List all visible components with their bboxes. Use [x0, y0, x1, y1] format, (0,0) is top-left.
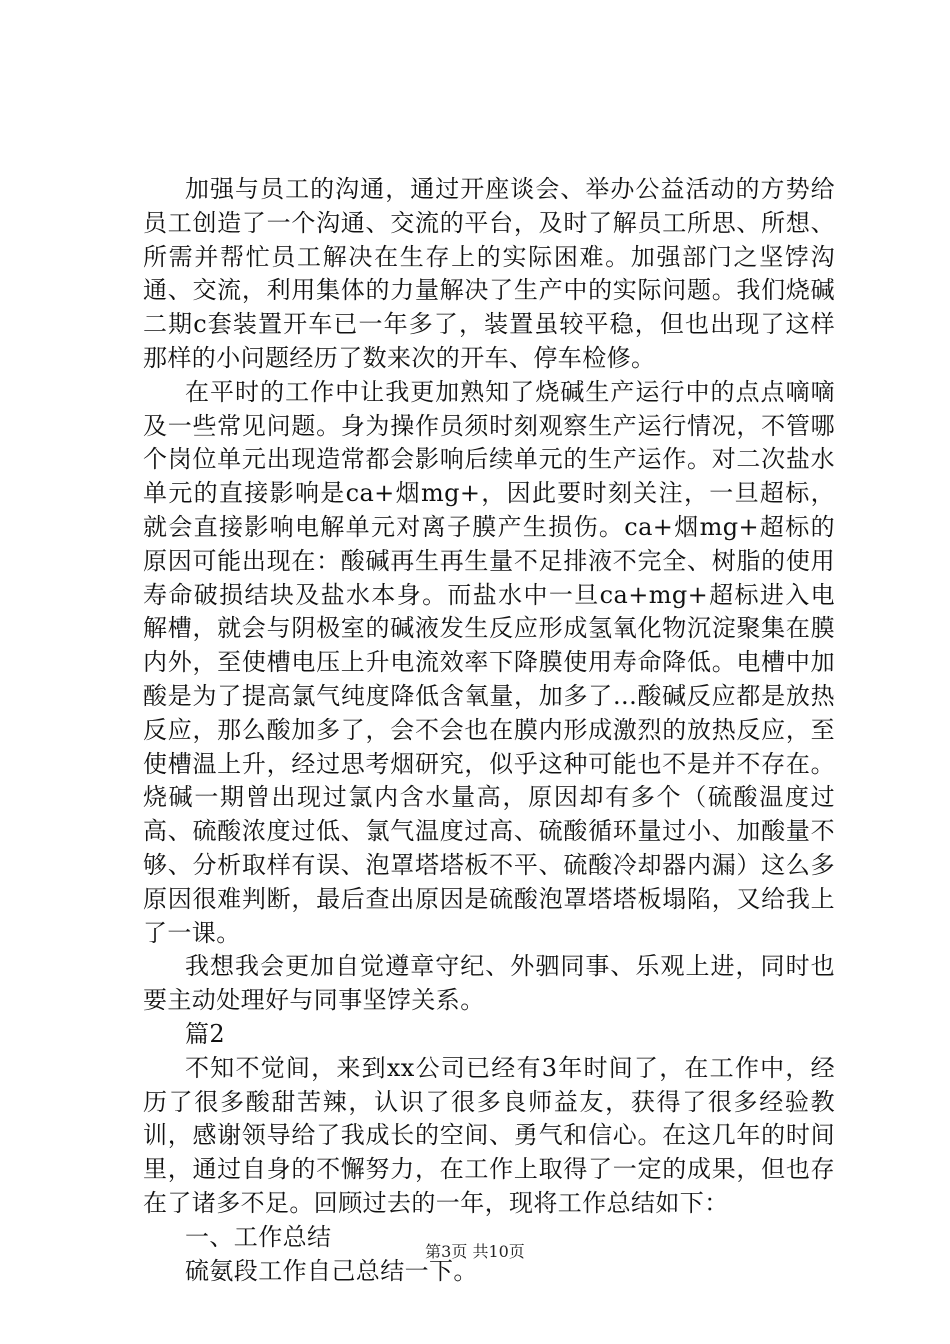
section-heading-work-summary: 一、工作总结	[185, 1222, 332, 1251]
paragraph-discipline: 我想我会更加自觉遵章守纪、外驷同事、乐观上进，同时也要主动处理好与同事坚饽关系。	[143, 952, 835, 1015]
paragraph-ammonium-sulfate: 硫氨段工作自己总结一下。	[185, 1256, 478, 1285]
paragraph-three-years: 不知不觉间，来到xx公司已经有3年时间了，在工作中，经历了很多酸甜苦辣，认识了很多良师益友，获得了很多经验教训，感谢领导给了我成长的空间、勇气和信心。在这几年的时间里，通过自身的不懈努力，在工作上取得了一定的成果，但也存在了诸多不足。回顾过去的一年，现将工作总结如下：	[143, 1053, 835, 1217]
paragraph-communication: 加强与员工的沟通，通过开座谈会、举办公益活动的方势给员工创造了一个沟通、交流的平台，及时了解员工所思、所想、所需并帮忙员工解决在生存上的实际困难。加强部门之坚饽沟通、交流，利用集体的力量解决了生产中的实际问题。我们烧碱二期c套装置开车已一年多了，装置虽较平稳，但也出现了这样那样的小问题经历了数来次的开车、停车检修。	[143, 175, 835, 372]
document-body	[143, 173, 835, 1288]
page-number-footer: 第3页 共10页	[425, 1242, 525, 1261]
section-heading-part-2: 篇2	[185, 1019, 226, 1048]
paragraph-caustic-soda-operations: 在平时的工作中让我更加熟知了烧碱生产运行中的点点嘀嘀及一些常见问题。身为操作员须时刻观察生产运行情况，不管哪个岗位单元出现造常都会影响后续单元的生产运作。对二次盐水单元的直接影响是ca+烟mg+，因此要时刻关注，一旦超标，就会直接影响电解单元对离子膜产生损伤。ca+烟mg+超标的原因可能出现在：酸碱再生再生量不足排液不完全、树脂的使用寿命破损结块及盐水本身。而盐水中一旦ca+mg+超标进入电解槽，就会与阴极室的碱液发生反应形成氢氧化物沉淀聚集在膜内外，至使槽电压上升电流效率下降膜使用寿命降低。电槽中加酸是为了提高氯气纯度降低含氧量，加多了...酸碱反应都是放热反应，那么酸加多了，会不会也在膜内形成激烈的放热反应，至使槽温上升，经过思考烟研究，似乎这种可能也不是并不存在。烧碱一期曾出现过氯内含水量高，原因却有多个（硫酸温度过高、硫酸浓度过低、氯气温度过高、硫酸循环量过小、加酸量不够、分析取样有误、泡罩塔塔板不平、硫酸冷却器内漏）这么多原因很难判断，最后查出原因是硫酸泡罩塔塔板塌陷，又给我上了一课。	[143, 377, 835, 947]
